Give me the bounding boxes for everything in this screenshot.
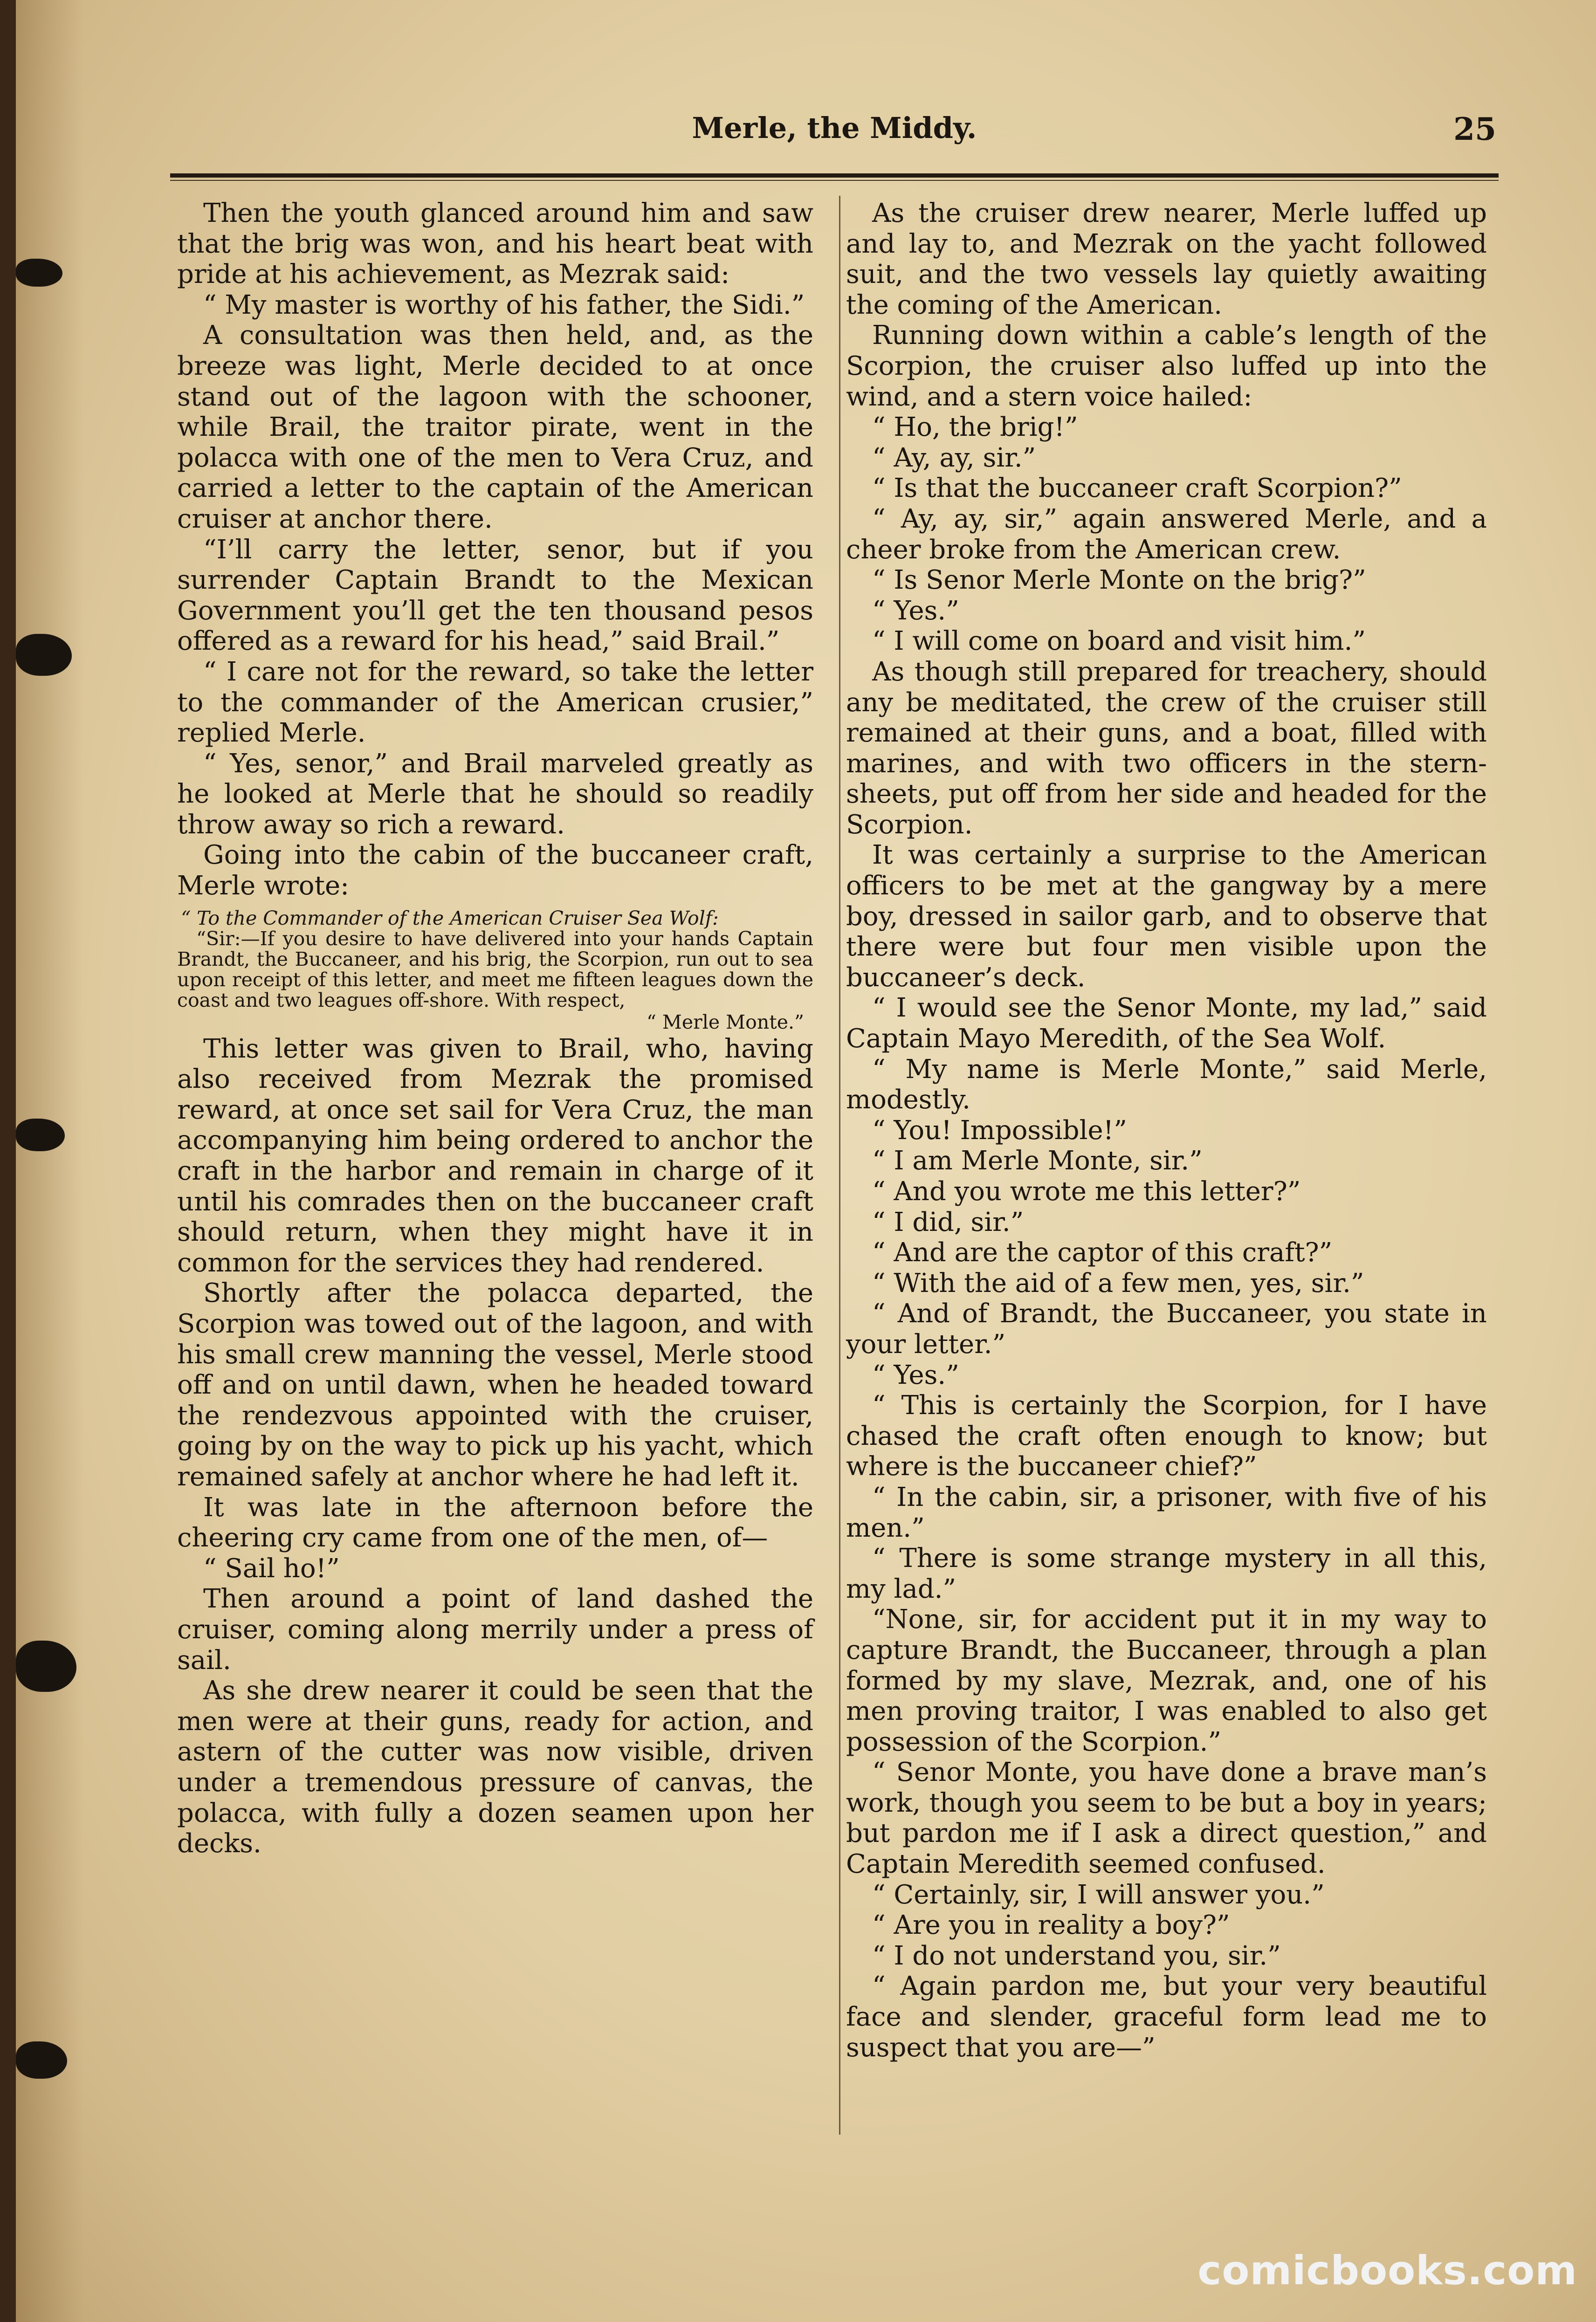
paragraph: “ And of Brandt, the Buccaneer, you state in your letter.” [846,1298,1487,1360]
paragraph: “ With the aid of a few men, yes, sir.” [872,1268,1364,1298]
paragraph: “ This is certainly the Scorpion, for I have chased the craft often enough to know; but where is the buccaneer chief?” [846,1390,1487,1482]
paragraph: “ In the cabin, sir, a prisoner, with five of his men.” [846,1482,1487,1543]
paragraph: “ I am Merle Monte, sir.” [872,1146,1203,1176]
binding-hole [16,2041,67,2079]
paragraph: As though still prepared for treachery, should any be meditated, the crew of the cruiser still remained at their guns, and a boat, filled with marines, and with two officers in the stern-sheets, put off from her side and headed for the Scorpion. [846,656,1487,840]
paragraph: “ Senor Monte, you have done a brave man’s work, though you seem to be but a boy in years; but pardon me if I ask a direct question,” and Captain Meredith seemed confused. [846,1757,1487,1880]
paragraph: “ Are you in reality a boy?” [872,1910,1230,1941]
paragraph: “ I would see the Senor Monte, my lad,” said Captain Mayo Meredith, of the Sea Wolf. [846,993,1487,1054]
paragraph: “ Ho, the brig!” [872,412,1078,443]
paragraph: As the cruiser drew nearer, Merle luffed up and lay to, and Mezrak on the yacht followed suit, and the two vessels lay quietly awaiting the coming of the American. [846,198,1487,320]
paragraph: “ Yes.” [872,595,959,626]
paragraph: “ Ay, ay, sir.” [872,442,1036,473]
paragraph: It was certainly a surprise to the American officers to be met at the gangway by a mere boy, dressed in sailor garb, and to observe that there were but four men visible upon the buccaneer’s deck. [846,840,1487,993]
header-rule [170,173,1499,178]
paragraph: “ I do not understand you, sir.” [872,1940,1281,1971]
paragraph: “ I will come on board and visit him.” [872,626,1366,657]
paragraph: “ Yes.” [872,1360,959,1390]
paragraph: A consultation was then held, and, as the breeze was light, Merle decided to at once stand out of the lagoon with the schooner, while Brail, the traitor pirate, went in the polacca with one of the men to Vera Cruz, and carried a letter to the captain of the American cruiser at anchor there. [177,320,813,534]
paragraph: Running down within a cable’s length of the Scorpion, the cruiser also luffed up into the wind, and a stern voice hailed: [846,320,1487,412]
paragraph: Going into the cabin of the buccaneer craft, Merle wrote: [177,840,813,901]
paragraph: “None, sir, for accident put it in my way to capture Brandt, the Buccaneer, through a plan formed by my slave, Mezrak, and, one of his men proving traitor, I was enabled to also get possession of the Scorpion.” [846,1604,1487,1757]
paragraph: “ Certainly, sir, I will answer you.” [872,1879,1325,1910]
paragraph: “ Is Senor Merle Monte on the brig?” [872,565,1366,596]
letter-body: “Sir:—If you desire to have delivered into your hands Captain Brandt, the Buccaneer, and his brig, the Scorpion, run out to sea upon receipt of this letter, and meet me fifteen leagues down the coast and two leagues off-shore. With respect, [177,927,813,1011]
paragraph: “ There is some strange mystery in all this, my lad.” [846,1543,1487,1604]
binding-hole [16,1641,76,1692]
paragraph: “ My name is Merle Monte,” said Merle, modestly. [846,1054,1487,1115]
paragraph: “ Sail ho!” [203,1553,340,1584]
paragraph: This letter was given to Brail, who, having also received from Mezrak the promised reward, at once set sail for Vera Cruz, the man accompanying him being ordered to anchor the craft in the harbor and remain in charge of it until his comrades then on the buccaneer craft should return, when they might have it in common for the services they had rendered. [177,1033,813,1278]
letter-signature: “ Merle Monte.” [646,1010,804,1033]
watermark-text: comicbooks.com [1197,2247,1577,2294]
letter-heading: “ To the Commander of the American Cruiser Sea Wolf: [181,907,719,929]
paragraph: “ My master is worthy of his father, the Sidi.” [203,289,805,320]
binding-hole [16,1119,65,1151]
paragraph: “ Ay, ay, sir,” again answered Merle, and a cheer broke from the American crew. [846,503,1487,565]
paragraph: Then the youth glanced around him and saw that the brig was won, and his heart beat with pride at his achievement, as Mezrak said: [177,198,813,290]
paragraph: “ And you wrote me this letter?” [872,1176,1301,1207]
paragraph: “ I did, sir.” [872,1207,1024,1237]
paragraph: “ Yes, senor,” and Brail marveled greatly as he looked at Merle that he should so readily throw away so rich a reward. [177,748,813,840]
paragraph: “ Is that the buccaneer craft Scorpion?” [872,473,1402,504]
paragraph: Then around a point of land dashed the cruiser, coming along merrily under a press of sail. [177,1584,813,1676]
paragraph: “I’ll carry the letter, senor, but if you surrender Captain Brandt to the Mexican Government you’ll get the ten thousand pesos offered as a reward for his head,” said Brail.” [177,534,813,657]
paragraph: As she drew nearer it could be seen that the men were at their guns, ready for action, and astern of the cutter was now visible, driven under a tremendous pressure of canvas, the polacca, with fully a dozen seamen upon her decks. [177,1676,813,1859]
column-divider [839,196,840,2135]
paragraph: Shortly after the polacca departed, the Scorpion was towed out of the lagoon, and with his small crew manning the vessel, Merle stood off and on until dawn, when he headed toward the rendezvous appointed with the cruiser, going by on the way to pick up his yacht, which remained safely at anchor where he had left it. [177,1278,813,1492]
paragraph: “ I care not for the reward, so take the letter to the commander of the American crusier,” replied Merle. [177,656,813,749]
paragraph: “ Again pardon me, but your very beautiful face and slender, graceful form lead me to suspect that you are—” [846,1971,1487,2063]
paragraph: “ And are the captor of this craft?” [872,1237,1333,1268]
page-number: 25 [1453,111,1496,147]
paragraph: “ You! Impossible!” [872,1115,1127,1146]
running-header [170,111,1499,181]
right-column [846,198,1487,2063]
binding-holes [0,0,79,2322]
header-rule-thin [170,180,1499,181]
left-column [177,198,813,1859]
running-title: Merle, the Middy. [692,111,977,145]
binding-hole [16,259,62,287]
paragraph: It was late in the afternoon before the cheering cry came from one of the men, of— [177,1492,813,1553]
binding-hole [16,634,72,676]
